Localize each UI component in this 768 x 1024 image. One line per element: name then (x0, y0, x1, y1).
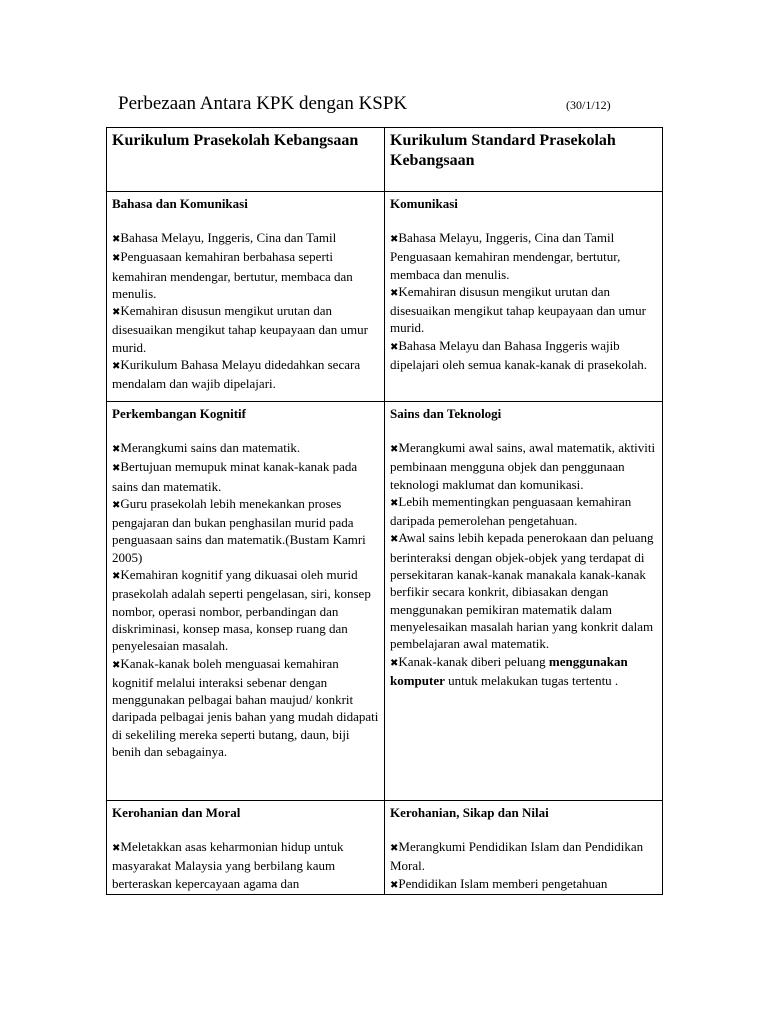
header-kspk: Kurikulum Standard Prasekolah Kebangsaan (390, 132, 616, 169)
list-item: ✖Lebih mementingkan penguasaan kemahiran daripada pemerolehan pengetahuan. (390, 493, 632, 529)
heavy-x-icon: ✖ (112, 361, 121, 373)
heavy-x-icon: ✖ (390, 287, 399, 299)
list-item: ✖Merangkumi sains dan matematik. (112, 440, 301, 455)
kpk-cell-cognitive (107, 402, 385, 801)
heavy-x-icon: ✖ (112, 463, 121, 475)
document-title: Perbezaan Antara KPK dengan KSPK (118, 93, 408, 114)
list-item: ✖Penguasaan kemahiran berbahasa seperti kemahiran mendengar, bertutur, membaca dan menulis. (112, 249, 353, 301)
emphasis-text: menggunakan komputer (390, 653, 628, 688)
list-item: ✖Kanak-kanak diberi peluang menggunakan komputer untuk melakukan tugas tertentu . (390, 653, 628, 688)
section-title: Sains dan Teknologi (390, 406, 502, 421)
list-item: ✖Bahasa Melayu, Inggeris, Cina dan Tamil (390, 230, 615, 245)
heavy-x-icon: ✖ (112, 234, 121, 245)
header-kpk: Kurikulum Prasekolah Kebangsaan (112, 132, 359, 149)
heavy-x-icon: ✖ (390, 657, 399, 669)
table-row (107, 192, 663, 402)
table-header-row (107, 128, 663, 192)
section-title: Kerohanian dan Moral (112, 805, 241, 820)
list-item: ✖Bertujuan memupuk minat kanak-kanak pada sains dan matematik. (112, 459, 358, 494)
header-cell-kpk (107, 128, 385, 192)
list-item: ✖Kemahiran disusun mengikut urutan dan disesuaikan mengikut tahap keupayaan dan umur murid. (390, 283, 646, 336)
kspk-cell-science-technology (385, 402, 663, 801)
comparison-table (106, 127, 663, 895)
section-title: Kerohanian, Sikap dan Nilai (390, 805, 549, 820)
list-item-plain: Penguasaan kemahiran mendengar, bertutur, membaca dan menulis. (390, 249, 621, 282)
heavy-x-icon: ✖ (390, 843, 399, 854)
list-item: ✖Merangkumi Pendidikan Islam dan Pendidikan Moral. (390, 839, 644, 874)
heavy-x-icon: ✖ (390, 341, 399, 353)
heavy-x-icon: ✖ (112, 659, 121, 671)
heavy-x-icon: ✖ (390, 497, 399, 509)
list-item: ✖Bahasa Melayu, Inggeris, Cina dan Tamil (112, 230, 337, 245)
heavy-x-icon: ✖ (390, 234, 399, 245)
list-item: ✖Merangkumi awal sains, awal matematik, aktiviti pembinaan mengguna objek dan penggunaan teknologi maklumat dan komunikasi. (390, 440, 656, 492)
list-item: ✖Kurikulum Bahasa Melayu didedahkan secara mendalam dan wajib dipelajari. (112, 357, 361, 392)
heavy-x-icon: ✖ (390, 534, 399, 546)
document-date: (30/1/12) (566, 98, 611, 112)
heavy-x-icon: ✖ (390, 444, 399, 455)
section-title: Komunikasi (390, 196, 458, 211)
table-row (107, 402, 663, 801)
list-item: ✖Awal sains lebih kepada penerokaan dan peluang berinteraksi dengan objek-objek yang terdapat di persekitaran kanak-kanak manakala kanak-kanak berfikir secara konkrit, dibiasakan dengan menggunakan pemikiran matematik dalam menyelesaikan masalah harian yang konkrit dalam pembelajaran awal matematik. (390, 530, 654, 652)
heavy-x-icon: ✖ (112, 444, 121, 455)
kpk-cell-communication (107, 192, 385, 402)
list-item: ✖Kanak-kanak boleh menguasai kemahiran kognitif melalui interaksi sebenar dengan menggunakan pelbagai bahan maujud/ konkrit daripada pelbagai jenis bahan yang mudah didapati di sekeliling mereka seperti butang, daun, biji benih dan sebagainya. (112, 655, 379, 760)
section-title: Perkembangan Kognitif (112, 406, 246, 421)
list-item: ✖Pendidikan Islam memberi pengetahuan (390, 875, 608, 891)
heavy-x-icon: ✖ (112, 499, 121, 511)
section-title: Bahasa dan Komunikasi (112, 196, 248, 211)
kpk-cell-spiritual-moral (107, 801, 385, 895)
heavy-x-icon: ✖ (390, 879, 399, 891)
header-cell-kspk (385, 128, 663, 192)
list-item: ✖Meletakkan asas keharmonian hidup untuk masyarakat Malaysia yang berbilang kaum berteraskan kepercayaan agama dan (112, 839, 344, 891)
heavy-x-icon: ✖ (112, 307, 121, 319)
heavy-x-icon: ✖ (112, 843, 121, 854)
kspk-cell-spiritual-attitude (385, 801, 663, 895)
list-item: ✖Kemahiran disusun mengikut urutan dan disesuaikan mengikut tahap keupayaan dan umur murid. (112, 303, 368, 355)
heavy-x-icon: ✖ (112, 253, 121, 265)
list-item: ✖Bahasa Melayu dan Bahasa Inggeris wajib dipelajari oleh semua kanak-kanak di prasekolah. (390, 337, 648, 373)
list-item: ✖Guru prasekolah lebih menekankan proses pengajaran dan bukan penghasilan murid pada penguasaan sains dan matematik.(Bustam Kamri 2005) (112, 495, 366, 565)
heavy-x-icon: ✖ (112, 571, 121, 583)
list-item: ✖Kemahiran kognitif yang dikuasai oleh murid prasekolah adalah seperti pengelasan, siri, konsep nombor, operasi nombor, perbandingan dan diskriminasi, konsep masa, konsep ruang dan penyelesaian masalah. (112, 567, 371, 654)
kspk-cell-communication (385, 192, 663, 402)
table-row (107, 801, 663, 895)
